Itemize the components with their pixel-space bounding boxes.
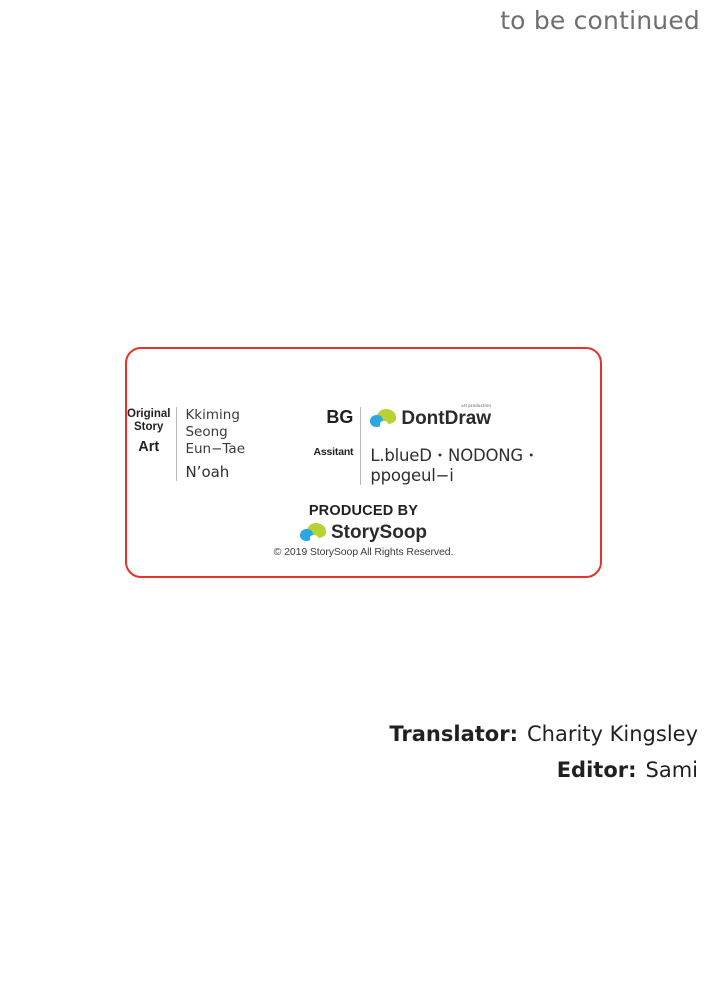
studio-name: StorySoop [330, 522, 428, 543]
translator-row [389, 722, 698, 746]
story-credit-names [176, 407, 279, 481]
bg-studio-subtext: art production [461, 403, 492, 408]
bg-credit-group [313, 403, 600, 485]
assistant-label: Assitant [313, 446, 354, 458]
story-credit-group [127, 407, 280, 481]
assistant-names: L.blueD・NODONG・ppogeul−i [370, 446, 540, 485]
bg-label: BG [326, 407, 354, 427]
bg-credit-values [360, 403, 600, 485]
copyright-text: © 2019 StorySoop All Rights Reserved. [273, 546, 454, 558]
produced-by-label: PRODUCED BY [308, 503, 419, 519]
bg-studio-text: DontDraw [401, 408, 492, 429]
produced-by-block [127, 503, 600, 558]
storysoop-cloud-logo-icon [370, 409, 396, 429]
credits-content [127, 403, 600, 558]
bg-credit-labels [314, 407, 361, 458]
story-label: Story [134, 421, 164, 433]
to-be-continued-text: to be continued [500, 6, 700, 35]
editor-label: Editor: [556, 758, 637, 782]
credits-top-row [127, 403, 600, 485]
bg-studio-line [370, 403, 600, 431]
original-label: Original [127, 408, 171, 420]
story-name-1: Kkiming [185, 407, 240, 423]
art-name: N’oah [185, 463, 230, 481]
studio-logo-line [127, 522, 600, 544]
bg-studio-name [401, 403, 492, 430]
story-credit-labels [127, 407, 176, 454]
translator-name: Charity Kingsley [526, 722, 698, 746]
editor-name: Sami [645, 758, 698, 782]
editor-row [389, 758, 698, 782]
story-name-2: Seong Eun−Tae [185, 424, 245, 457]
storysoop-cloud-logo-icon [300, 523, 326, 543]
art-label: Art [138, 439, 160, 455]
staff-credits [389, 722, 698, 782]
translator-label: Translator: [389, 722, 518, 746]
credits-box [125, 347, 602, 578]
